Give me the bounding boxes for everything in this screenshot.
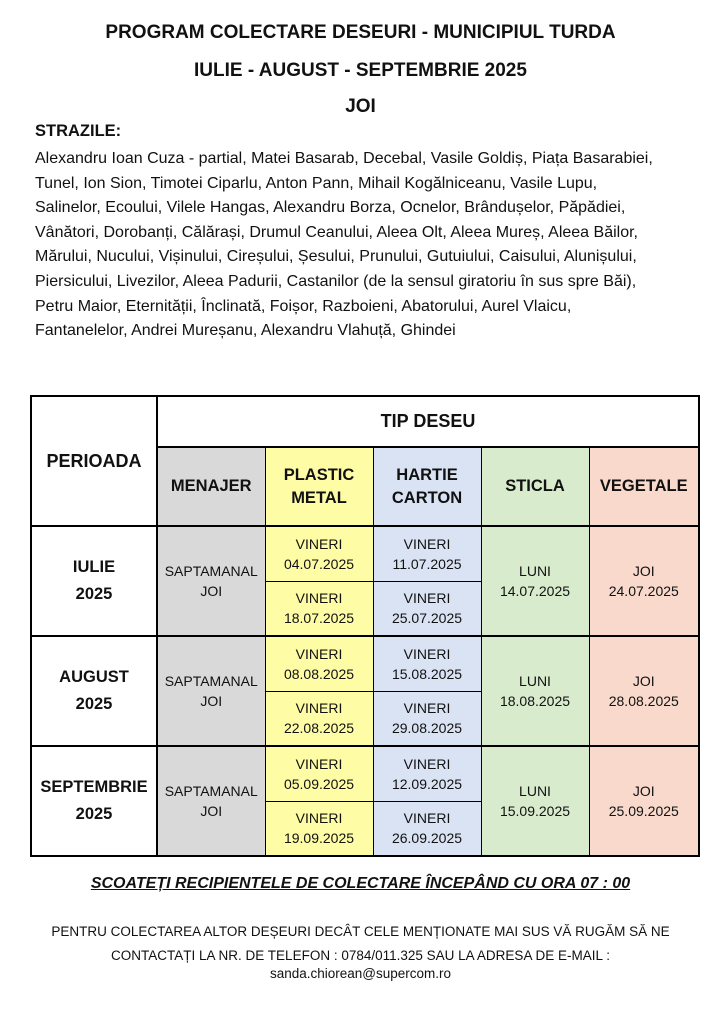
column-vegetale: VEGETALE [589,447,699,526]
date: 19.09.2025 [283,830,355,847]
period-year: 2025 [75,585,113,604]
plastic-cell [265,746,373,801]
weekday: VINERI [403,755,451,772]
column-plastic-metal [265,447,373,526]
weekday: VINERI [295,810,343,827]
streets-line: Piersicului, Livezilor, Aleea Padurii, Castanilor (de la sensul giratoriu în sus spre Băi), [35,272,637,290]
weekday: VINERI [403,810,451,827]
weekday: VINERI [403,535,451,552]
weekday: JOI [632,783,655,800]
date: 11.07.2025 [392,555,462,572]
collection-day: JOI [345,96,376,117]
date: 18.07.2025 [283,610,355,627]
plastic-cell [265,581,373,636]
column-menajer: MENAJER [157,447,265,526]
weekday: VINERI [295,645,343,662]
weekday: VINERI [403,590,451,607]
hartie-cell [373,801,481,856]
contact-text: PENTRU COLECTAREA ALTOR DEȘEURI DECÂT CELE MENȚIONATE MAI SUS VĂ RUGĂM SĂ NE CONTACTAȚI LA NR. DE TELEFON : 0784/011.325 SAU LA ADRESA DE E-MAIL : [51,924,670,963]
weekday: JOI [632,673,655,690]
date: 25.07.2025 [391,610,463,627]
weekday: LUNI [519,783,551,800]
weekday: JOI [200,583,223,600]
period-cell [31,746,157,856]
date: 04.07.2025 [283,555,355,572]
weekday: JOI [200,693,223,710]
plastic-cell [265,526,373,581]
weekday: LUNI [519,563,551,580]
sticla-cell [481,526,589,636]
plastic-cell [265,801,373,856]
weekday: VINERI [403,700,451,717]
weekday: LUNI [519,673,551,690]
frequency: SAPTAMANAL [164,783,258,800]
date: 14.07.2025 [499,583,571,600]
weekday: VINERI [403,645,451,662]
streets-line: Petru Maior, Eternității, Înclinată, Foișor, Razboieni, Abatorului, Aurel Vlaicu, [35,297,572,315]
plastic-cell [265,691,373,746]
vegetale-cell [589,636,699,746]
weekday: JOI [200,803,223,820]
streets-line: Tunel, Ion Sion, Timotei Ciparlu, Anton Pann, Mihail Kogălniceanu, Vasile Lupu, [35,174,598,192]
column-label: HARTIE [396,465,458,484]
hartie-cell [373,746,481,801]
plastic-cell [265,636,373,691]
vegetale-cell [589,526,699,636]
date: 05.09.2025 [283,775,355,792]
date: 15.08.2025 [391,665,463,682]
sticla-cell [481,746,589,856]
date: 29.08.2025 [391,720,463,737]
menajer-cell [157,746,265,856]
hartie-cell [373,526,481,581]
vegetale-cell [589,746,699,856]
weekday: VINERI [295,755,343,772]
contact-email[interactable]: sanda.chiorean@supercom.ro [269,966,452,981]
period-month: SEPTEMBRIE [40,778,148,797]
weekday: JOI [632,563,655,580]
weekday: VINERI [295,700,343,717]
streets-line: Alexandru Ioan Cuza - partial, Matei Basarab, Decebal, Vasile Goldiș, Piața Basarabiei, [35,150,653,167]
date: 15.09.2025 [499,803,571,820]
menajer-cell [157,526,265,636]
column-label: PLASTIC [283,465,355,484]
date: 22.08.2025 [283,720,355,737]
date: 08.08.2025 [283,665,355,682]
frequency: SAPTAMANAL [164,563,258,580]
date: 18.08.2025 [499,693,571,710]
column-sticla: STICLA [481,447,589,526]
schedule-table [30,395,700,857]
streets-line: Vânători, Dorobanți, Călărași, Drumul Ceanului, Aleea Olt, Aleea Mureș, Aleea Băilor, [35,223,638,241]
streets-label: STRAZILE: [35,122,122,140]
period-cell [31,526,157,636]
date: 24.07.2025 [608,583,679,600]
document-title: PROGRAM COLECTARE DESEURI - MUNICIPIUL TURDA [105,22,616,43]
column-label: CARTON [391,488,463,507]
frequency: SAPTAMANAL [164,673,258,690]
period-year: 2025 [75,805,113,824]
sticla-cell [481,636,589,746]
hartie-cell [373,636,481,691]
hartie-cell [373,691,481,746]
period-cell [31,636,157,746]
period-header: PERIOADA [31,396,157,526]
start-time-notice: SCOATEȚI RECIPIENTELE DE COLECTARE ÎNCEPÂND CU ORA 07 : 00 [90,875,631,892]
date: 12.09.2025 [391,775,463,792]
menajer-cell [157,636,265,746]
streets-line: Salinelor, Ecoului, Vilele Hangas, Alexandru Borza, Ocnelor, Brândușelor, Păpădiei, [35,199,626,217]
hartie-cell [373,581,481,636]
streets-line: Fantanelelor, Andrei Mureșanu, Alexandru Vlahuță, Ghindei [35,322,456,340]
date: 28.08.2025 [608,693,679,710]
date: 25.09.2025 [608,803,679,820]
period-month: IULIE [72,558,116,577]
column-label: METAL [291,488,347,507]
period-month: AUGUST [59,668,129,687]
column-hartie-carton [373,447,481,526]
weekday: VINERI [295,590,343,607]
document-period: IULIE - AUGUST - SEPTEMBRIE 2025 [194,60,527,81]
period-year: 2025 [75,695,113,714]
streets-list [35,147,700,344]
streets-line: Mărului, Nucului, Vișinului, Cireșului, Șesului, Prunului, Gutuiului, Caisului, Alunișului, [35,248,637,266]
weekday: VINERI [295,535,343,552]
date: 26.09.2025 [391,830,463,847]
waste-type-header: TIP DESEU [157,396,699,447]
